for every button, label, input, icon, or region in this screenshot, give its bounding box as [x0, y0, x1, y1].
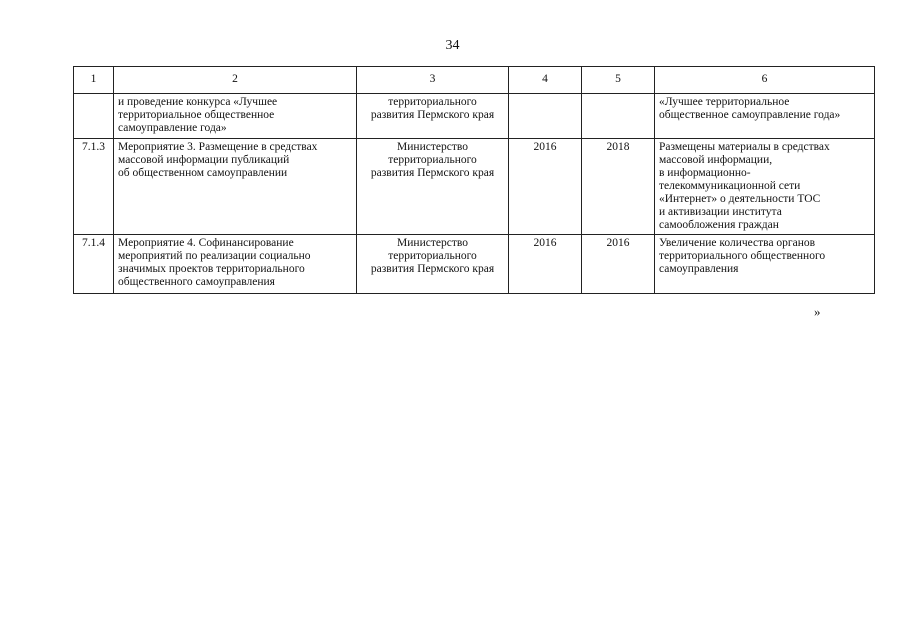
- table-header-row: [74, 67, 875, 94]
- activity-cell: и проведение конкурса «Лучшее территориальное общественное самоуправление года»: [114, 94, 357, 139]
- start-year-cell: 2016: [509, 139, 582, 235]
- executor-cell: Министерство территориального развития Пермского края: [357, 235, 509, 294]
- row-number-cell: 7.1.3: [74, 139, 114, 235]
- start-year-cell: [509, 94, 582, 139]
- result-cell: Увеличение количества органов территориального общественного самоуправления: [655, 235, 875, 294]
- end-year-cell: 2018: [582, 139, 655, 235]
- result-cell: Размещены материалы в средствах массовой информации, в информационно- телекоммуникационной сети «Интернет» о деятельности ТОС и активизации института самообложения граждан: [655, 139, 875, 235]
- table-row: [74, 235, 875, 294]
- header-cell: 6: [655, 67, 875, 94]
- end-year-cell: [582, 94, 655, 139]
- page-number: 34: [445, 38, 460, 53]
- row-number-cell: [74, 94, 114, 139]
- activity-cell: Мероприятие 3. Размещение в средствах массовой информации публикаций об общественном самоуправлении: [114, 139, 357, 235]
- table-row: [74, 139, 875, 235]
- header-cell: 4: [509, 67, 582, 94]
- row-number-cell: 7.1.4: [74, 235, 114, 294]
- activity-cell: Мероприятие 4. Софинансирование мероприятий по реализации социально значимых проектов территориального общественного самоуправления: [114, 235, 357, 294]
- closing-quote: »: [814, 304, 821, 319]
- table-row: [74, 94, 875, 139]
- header-cell: 2: [114, 67, 357, 94]
- result-cell: «Лучшее территориальное общественное самоуправление года»: [655, 94, 875, 139]
- header-cell: 5: [582, 67, 655, 94]
- header-cell: 3: [357, 67, 509, 94]
- executor-cell: Министерство территориального развития Пермского края: [357, 139, 509, 235]
- start-year-cell: 2016: [509, 235, 582, 294]
- activities-table: [73, 66, 875, 294]
- end-year-cell: 2016: [582, 235, 655, 294]
- executor-cell: территориального развития Пермского края: [357, 94, 509, 139]
- header-cell: 1: [74, 67, 114, 94]
